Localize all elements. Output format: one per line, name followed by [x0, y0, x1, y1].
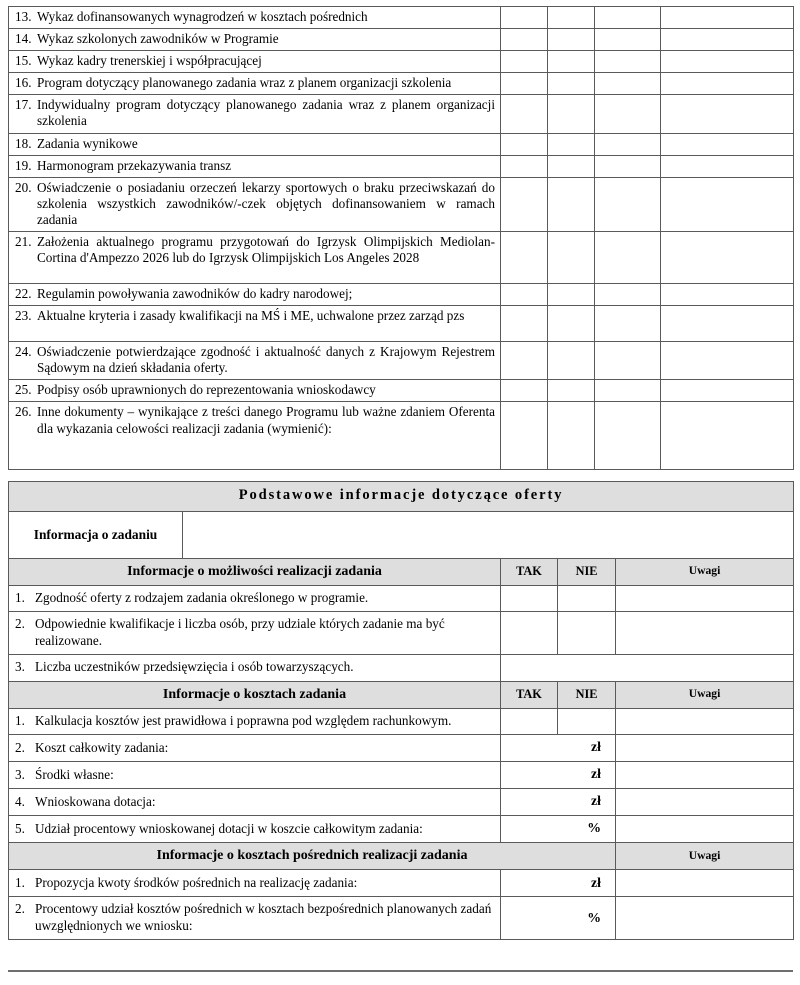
attachment-text: Wykaz kadry trenerskiej i współpracującej	[37, 53, 262, 69]
check-cell-4[interactable]	[661, 133, 794, 155]
basic-offer-information-table	[8, 481, 794, 940]
check-cell-1[interactable]	[501, 402, 548, 470]
answer-cell-uwagi[interactable]	[616, 870, 794, 897]
answer-cell-uwagi[interactable]	[616, 612, 794, 655]
criterion-text: Zgodność oferty z rodzajem zadania określonego w programie.	[35, 589, 369, 605]
check-cell-3[interactable]	[595, 380, 661, 402]
attachment-number: 14.	[15, 31, 32, 47]
cost-text: Koszt całkowity zadania:	[35, 739, 169, 755]
criterion-number: 1.	[15, 589, 25, 605]
attachment-label	[9, 155, 501, 177]
attachment-number: 23.	[15, 308, 32, 324]
attachment-text: Regulamin powoływania zawodników do kadry narodowej;	[37, 286, 353, 302]
table-row	[9, 7, 794, 29]
check-cell-4[interactable]	[661, 73, 794, 95]
cost-number: 5.	[15, 820, 25, 836]
attachment-number: 15.	[15, 53, 32, 69]
attachment-label	[9, 133, 501, 155]
column-header-uwagi: Uwagi	[616, 843, 794, 870]
attachment-number: 16.	[15, 75, 32, 91]
column-header-tak: TAK	[501, 681, 558, 708]
answer-cell-uwagi[interactable]	[616, 735, 794, 762]
check-cell-1[interactable]	[501, 51, 548, 73]
footer-divider	[8, 970, 793, 972]
table-row	[9, 585, 794, 612]
attachment-text: Indywidualny program dotyczący planowanego zadania wraz z planem organizacji szkolenia	[37, 97, 495, 129]
answer-cell-uwagi[interactable]	[616, 762, 794, 789]
indirect-cost-label	[9, 870, 501, 897]
attachment-number: 21.	[15, 234, 32, 250]
check-cell-4[interactable]	[661, 232, 794, 284]
table-row	[9, 155, 794, 177]
table-row	[9, 612, 794, 655]
check-cell-2[interactable]	[548, 133, 595, 155]
check-cell-4[interactable]	[661, 380, 794, 402]
check-cell-4[interactable]	[661, 306, 794, 342]
column-header-nie: NIE	[558, 681, 616, 708]
table-row	[9, 380, 794, 402]
table-row	[9, 95, 794, 133]
attachment-text: Aktualne kryteria i zasady kwalifikacji na MŚ i ME, uchwalone przez zarząd pzs	[37, 308, 465, 324]
check-cell-2[interactable]	[548, 73, 595, 95]
criterion-number: 2.	[15, 616, 25, 632]
answer-cell-uwagi[interactable]	[616, 585, 794, 612]
check-cell-3[interactable]	[595, 73, 661, 95]
table-row	[9, 29, 794, 51]
cost-text: Udział procentowy wnioskowanej dotacji w koszcie całkowitym zadania:	[35, 820, 423, 836]
attachment-number: 17.	[15, 97, 32, 113]
cost-number: 2.	[15, 739, 25, 755]
attachment-label	[9, 342, 501, 380]
attachment-text: Założenia aktualnego programu przygotowań do Igrzysk Olimpijskich Mediolan-Cortina d'Ampezzo 2026 lub do Igrzysk Olimpijskich Los Angeles 2028	[37, 234, 495, 266]
check-cell-4[interactable]	[661, 29, 794, 51]
table-row	[9, 816, 794, 843]
check-cell-3[interactable]	[595, 284, 661, 306]
attachment-text: Oświadczenie potwierdzające zgodność i aktualność danych z Krajowym Rejestrem Sądowym na dzień składania oferty.	[37, 344, 495, 376]
check-cell-1[interactable]	[501, 232, 548, 284]
attachment-label	[9, 402, 501, 470]
check-cell-1[interactable]	[501, 177, 548, 231]
attachment-label	[9, 284, 501, 306]
check-cell-4[interactable]	[661, 7, 794, 29]
cost-text: Wnioskowana dotacja:	[35, 793, 156, 809]
check-cell-3[interactable]	[595, 95, 661, 133]
cost-label	[9, 789, 501, 816]
attachment-label	[9, 29, 501, 51]
attachment-text: Wykaz szkolonych zawodników w Programie	[37, 31, 279, 47]
answer-cell-tak[interactable]	[501, 708, 558, 735]
table-row-task-info	[9, 511, 794, 558]
check-cell-4[interactable]	[661, 342, 794, 380]
check-cell-3[interactable]	[595, 402, 661, 470]
table-row	[9, 51, 794, 73]
page-title: Podstawowe informacje dotyczące oferty	[9, 482, 794, 512]
check-cell-4[interactable]	[661, 51, 794, 73]
table-row	[9, 177, 794, 231]
cost-text: Kalkulacja kosztów jest prawidłowa i poprawna pod względem rachunkowym.	[35, 712, 452, 728]
check-cell-2[interactable]	[548, 155, 595, 177]
indirect-cost-text: Procentowy udział kosztów pośrednich w kosztach bezpośrednich planowanych zadań uwzględnionych we wniosku:	[35, 901, 492, 933]
check-cell-2[interactable]	[548, 402, 595, 470]
table-row	[9, 284, 794, 306]
cost-label	[9, 708, 501, 735]
check-cell-4[interactable]	[661, 155, 794, 177]
answer-cell-nie[interactable]	[558, 708, 616, 735]
check-cell-2[interactable]	[548, 177, 595, 231]
check-cell-1[interactable]	[501, 155, 548, 177]
cost-value-currency[interactable]: zł	[501, 762, 616, 789]
indirect-cost-value-percent[interactable]: %	[501, 897, 616, 940]
check-cell-4[interactable]	[661, 284, 794, 306]
check-cell-2[interactable]	[548, 342, 595, 380]
indirect-cost-label	[9, 897, 501, 940]
check-cell-1[interactable]	[501, 380, 548, 402]
attachment-text: Inne dokumenty – wynikające z treści danego Programu lub ważne zdaniem Oferenta dla wykazania celowości realizacji zadania (wymienić):	[37, 404, 495, 436]
attachments-checklist-table	[8, 6, 794, 470]
attachment-text: Zadania wynikowe	[37, 135, 138, 151]
table-row-section-costs-header	[9, 681, 794, 708]
check-cell-2[interactable]	[548, 7, 595, 29]
column-header-uwagi: Uwagi	[616, 558, 794, 585]
attachment-label	[9, 95, 501, 133]
cost-number: 3.	[15, 766, 25, 782]
table-row	[9, 870, 794, 897]
check-cell-1[interactable]	[501, 73, 548, 95]
check-cell-2[interactable]	[548, 284, 595, 306]
cost-value-percent[interactable]: %	[501, 816, 616, 843]
criterion-number: 3.	[15, 659, 25, 675]
answer-cell-tak[interactable]	[501, 585, 558, 612]
attachment-number: 24.	[15, 344, 32, 360]
check-cell-2[interactable]	[548, 51, 595, 73]
column-header-uwagi: Uwagi	[616, 681, 794, 708]
check-cell-1[interactable]	[501, 7, 548, 29]
check-cell-2[interactable]	[548, 380, 595, 402]
check-cell-1[interactable]	[501, 306, 548, 342]
check-cell-1[interactable]	[501, 95, 548, 133]
attachment-label	[9, 51, 501, 73]
task-info-label: Informacja o zadaniu	[9, 511, 183, 558]
table-row	[9, 789, 794, 816]
attachment-label	[9, 7, 501, 29]
attachment-number: 13.	[15, 9, 32, 24]
table-row	[9, 342, 794, 380]
cost-value-currency[interactable]: zł	[501, 789, 616, 816]
check-cell-3[interactable]	[595, 232, 661, 284]
cost-value-currency[interactable]: zł	[501, 735, 616, 762]
cost-label	[9, 816, 501, 843]
attachment-label	[9, 306, 501, 342]
table-row	[9, 306, 794, 342]
answer-cell-nie[interactable]	[558, 585, 616, 612]
check-cell-1[interactable]	[501, 133, 548, 155]
indirect-cost-text: Propozycja kwoty środków pośrednich na realizację zadania:	[35, 874, 358, 890]
attachment-label	[9, 232, 501, 284]
section-title-feasibility: Informacje o możliwości realizacji zadania	[9, 558, 501, 585]
cost-number: 4.	[15, 793, 25, 809]
table-row	[9, 133, 794, 155]
answer-cell-uwagi[interactable]	[616, 789, 794, 816]
check-cell-1[interactable]	[501, 342, 548, 380]
check-cell-2[interactable]	[548, 29, 595, 51]
attachment-number: 26.	[15, 404, 32, 420]
cost-label	[9, 762, 501, 789]
check-cell-3[interactable]	[595, 306, 661, 342]
answer-cell-uwagi[interactable]	[616, 897, 794, 940]
attachment-number: 19.	[15, 157, 32, 173]
indirect-cost-number: 2.	[15, 901, 25, 917]
attachment-text: Podpisy osób uprawnionych do reprezentowania wnioskodawcy	[37, 382, 376, 398]
check-cell-4[interactable]	[661, 95, 794, 133]
answer-cell-tak[interactable]	[501, 612, 558, 655]
attachment-number: 20.	[15, 179, 32, 195]
check-cell-3[interactable]	[595, 51, 661, 73]
check-cell-1[interactable]	[501, 29, 548, 51]
attachment-label	[9, 380, 501, 402]
check-cell-1[interactable]	[501, 284, 548, 306]
table-row	[9, 762, 794, 789]
check-cell-3[interactable]	[595, 7, 661, 29]
attachment-number: 18.	[15, 135, 32, 151]
criterion-label	[9, 612, 501, 655]
attachment-label	[9, 177, 501, 231]
cost-number: 1.	[15, 712, 25, 728]
check-cell-3[interactable]	[595, 177, 661, 231]
check-cell-3[interactable]	[595, 133, 661, 155]
attachment-label	[9, 73, 501, 95]
table-row	[9, 73, 794, 95]
table-row	[9, 655, 794, 682]
indirect-cost-value-currency[interactable]: zł	[501, 870, 616, 897]
answer-cell-uwagi[interactable]	[616, 816, 794, 843]
attachment-text: Harmonogram przekazywania transz	[37, 157, 232, 173]
answer-cell-uwagi[interactable]	[616, 708, 794, 735]
attachment-number: 25.	[15, 382, 32, 398]
attachment-text: Wykaz dofinansowanych wynagrodzeń w kosztach pośrednich	[37, 9, 368, 24]
table-row	[9, 402, 794, 470]
column-header-tak: TAK	[501, 558, 558, 585]
check-cell-2[interactable]	[548, 306, 595, 342]
indirect-cost-number: 1.	[15, 874, 25, 890]
table-row	[9, 232, 794, 284]
task-info-value[interactable]	[183, 511, 794, 558]
column-header-nie: NIE	[558, 558, 616, 585]
check-cell-3[interactable]	[595, 342, 661, 380]
answer-cell-merged[interactable]	[501, 655, 794, 682]
criterion-label	[9, 655, 501, 682]
attachment-text: Program dotyczący planowanego zadania wraz z planem organizacji szkolenia	[37, 75, 452, 91]
check-cell-3[interactable]	[595, 155, 661, 177]
check-cell-2[interactable]	[548, 95, 595, 133]
check-cell-4[interactable]	[661, 402, 794, 470]
table-row-section-feasibility-header	[9, 558, 794, 585]
attachment-text: Oświadczenie o posiadaniu orzeczeń lekarzy sportowych o braku przeciwskazań do szkolenia wszystkich zawodników/-czek objętych dofinansowaniem w ramach zadania	[37, 179, 495, 227]
criterion-label	[9, 585, 501, 612]
cost-text: Środki własne:	[35, 766, 114, 782]
check-cell-4[interactable]	[661, 177, 794, 231]
criterion-text: Liczba uczestników przedsięwzięcia i osób towarzyszących.	[35, 659, 354, 675]
attachment-number: 22.	[15, 286, 32, 302]
criterion-text: Odpowiednie kwalifikacje i liczba osób, przy udziale których zadanie ma być realizowane.	[35, 616, 445, 648]
section-title-costs: Informacje o kosztach zadania	[9, 681, 501, 708]
cost-label	[9, 735, 501, 762]
table-row	[9, 708, 794, 735]
table-row-section-indirect-header	[9, 843, 794, 870]
check-cell-2[interactable]	[548, 232, 595, 284]
table-row	[9, 735, 794, 762]
answer-cell-nie[interactable]	[558, 612, 616, 655]
check-cell-3[interactable]	[595, 29, 661, 51]
table-row	[9, 897, 794, 940]
section-title-indirect: Informacje o kosztach pośrednich realizacji zadania	[9, 843, 616, 870]
table-row-main-title	[9, 482, 794, 512]
